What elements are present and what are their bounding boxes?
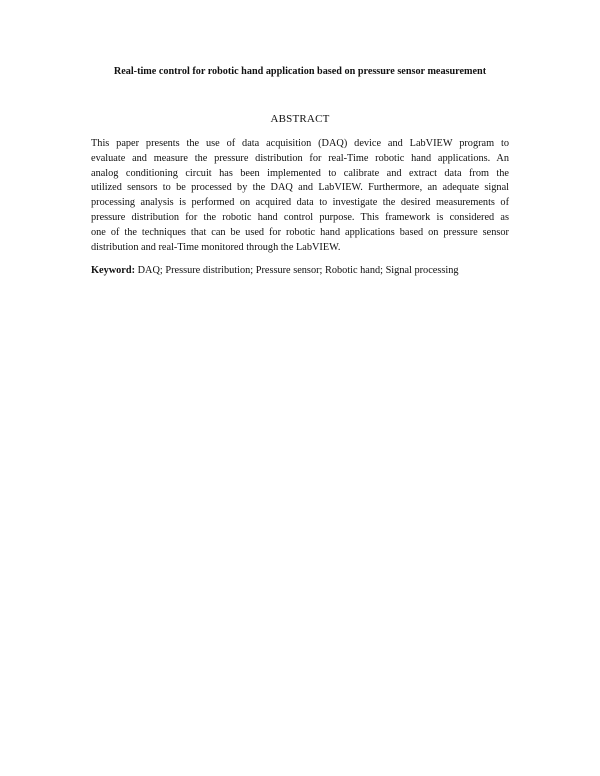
- abstract-line: distribution and real-Time monitored through the LabVIEW.: [91, 241, 341, 253]
- keywords: [91, 265, 511, 276]
- abstract-line: evaluate and measure the pressure distribution for real-Time robotic hand applications. An: [91, 152, 509, 164]
- abstract-heading: ABSTRACT: [270, 113, 330, 125]
- abstract-body: [91, 137, 509, 255]
- abstract-line: utilized sensors to be processed by the DAQ and LabVIEW. Furthermore, an adequate signal: [91, 182, 509, 194]
- abstract-line: one of the techniques that can be used for robotic hand applications based on pressure sensor: [91, 226, 509, 238]
- abstract-line: pressure distribution for the robotic hand control purpose. This framework is considered as: [91, 211, 509, 223]
- paper-title: Real-time control for robotic hand application based on pressure sensor measurement: [113, 66, 487, 77]
- abstract-line: This paper presents the use of data acquisition (DAQ) device and LabVIEW program to: [91, 138, 509, 149]
- abstract-line: processing analysis is performed on acquired data to investigate the desired measurements of: [91, 197, 509, 209]
- keywords-label: Keyword:: [91, 265, 136, 276]
- keywords-text: DAQ; Pressure distribution; Pressure sensor; Robotic hand; Signal processing: [135, 265, 459, 276]
- abstract-line: analog conditioning circuit has been implemented to calibrate and extract data from the: [91, 167, 509, 179]
